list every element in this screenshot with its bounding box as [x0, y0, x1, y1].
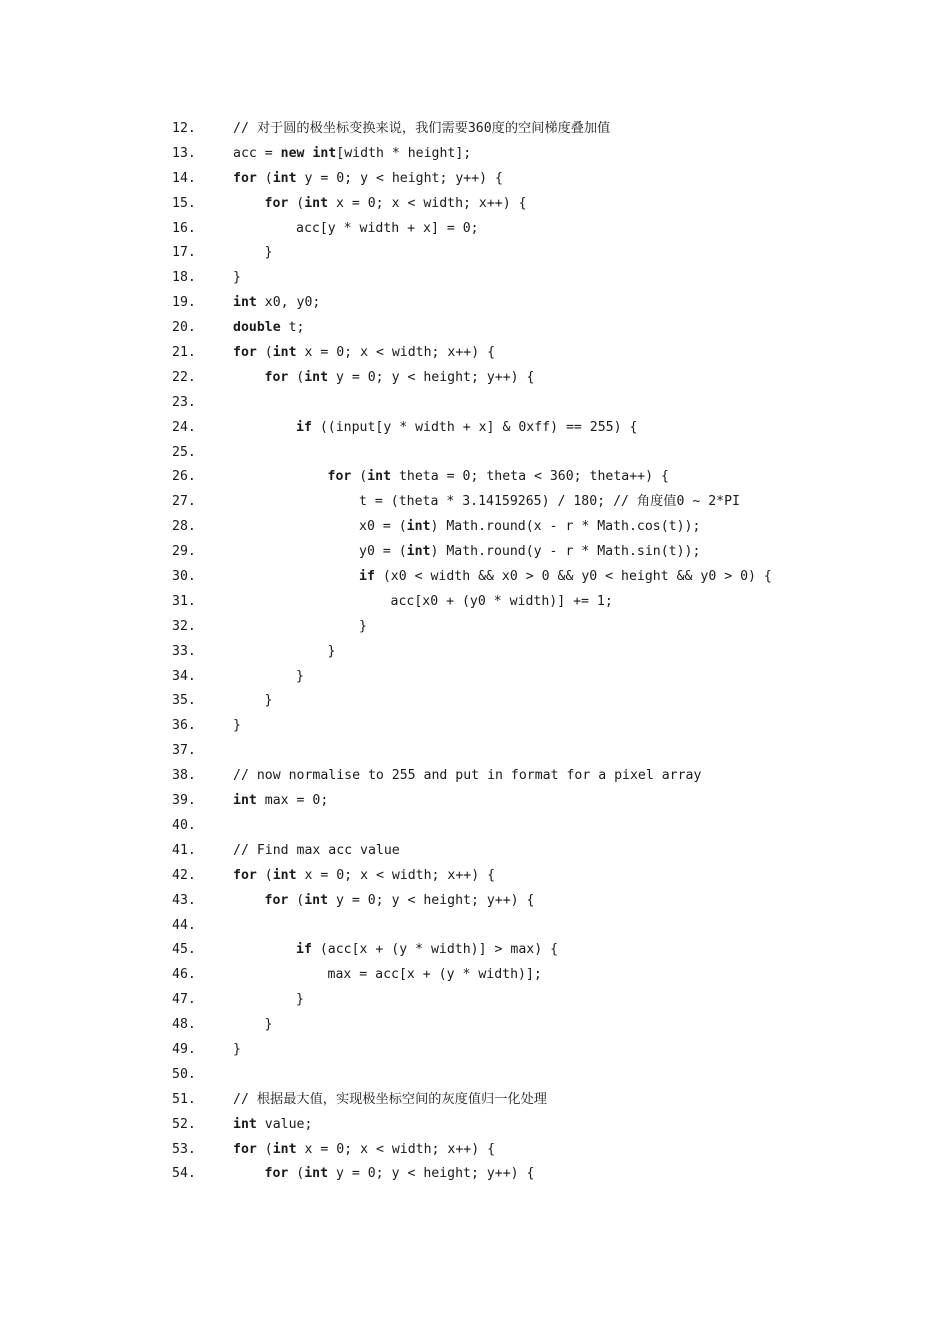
code-token: (	[256, 867, 273, 883]
code-keyword: if	[359, 569, 375, 585]
line-number: 28.	[172, 519, 196, 535]
code-line	[0, 814, 950, 839]
code-token: }	[264, 693, 273, 709]
code-line	[0, 540, 950, 565]
code-token: (	[351, 469, 368, 485]
code-token: ) Math.round(y - r * Math.sin(t));	[430, 544, 701, 560]
code-comment-text: 根据最大值，实现极坐标空间的灰度值归一化处理	[256, 1091, 547, 1107]
line-number: 22.	[172, 369, 196, 385]
code-line	[0, 416, 950, 441]
line-number: 40.	[172, 817, 196, 833]
line-number: 12.	[172, 121, 196, 136]
code-token: t;	[280, 320, 305, 336]
code-line	[0, 465, 950, 490]
code-keyword: int	[312, 145, 337, 161]
code-line	[0, 615, 950, 640]
code-line	[0, 1162, 950, 1187]
code-line	[0, 640, 950, 665]
line-number: 24.	[172, 419, 196, 435]
code-text	[296, 665, 304, 690]
code-text	[328, 465, 669, 490]
code-text	[391, 590, 613, 615]
code-text	[233, 266, 241, 291]
code-line	[0, 665, 950, 690]
code-text	[359, 490, 740, 515]
code-token: 360	[467, 121, 492, 136]
code-keyword: int	[233, 295, 257, 311]
code-text	[265, 366, 535, 391]
code-line	[0, 441, 950, 466]
code-line	[0, 490, 950, 515]
code-token: }	[296, 992, 304, 1008]
line-number: 44.	[172, 917, 196, 933]
code-token: theta = 0; theta < 360; theta++) {	[391, 469, 669, 485]
code-line	[0, 142, 950, 167]
code-token: acc[y * width + x] = 0;	[296, 220, 479, 236]
code-text	[233, 1088, 547, 1113]
code-token: //	[233, 1091, 257, 1107]
code-token: }	[359, 618, 367, 634]
code-line	[0, 241, 950, 266]
code-token: [width * height];	[336, 145, 472, 161]
code-line	[0, 590, 950, 615]
code-token: }	[296, 668, 304, 684]
code-text	[233, 117, 610, 142]
code-text	[359, 540, 700, 565]
code-token: x = 0; x < width; x++) {	[296, 867, 496, 883]
code-line	[0, 1013, 950, 1038]
line-number: 33.	[172, 643, 196, 659]
code-line	[0, 1088, 950, 1113]
code-keyword: new	[280, 145, 305, 161]
code-token: y = 0; y < height; y++) {	[296, 170, 503, 186]
code-keyword: for	[233, 170, 257, 186]
code-text	[359, 615, 367, 640]
code-keyword: for	[264, 1166, 289, 1182]
code-token: y = 0; y < height; y++) {	[328, 1166, 535, 1182]
code-text	[233, 1113, 312, 1138]
code-token: (	[256, 345, 273, 361]
line-number: 49.	[172, 1041, 196, 1057]
code-token: }	[327, 643, 336, 659]
code-comment-text: 度的空间梯度叠加值	[491, 121, 611, 136]
code-text	[265, 1162, 535, 1187]
line-number: 36.	[172, 718, 196, 734]
code-text	[328, 963, 542, 988]
line-number: 38.	[172, 768, 196, 784]
code-token: //	[233, 121, 257, 136]
code-text	[296, 938, 558, 963]
code-token: 0 ~ 2*PI	[676, 494, 740, 510]
code-text	[296, 416, 637, 441]
code-keyword: int	[406, 544, 431, 560]
code-keyword: if	[296, 942, 312, 958]
line-number: 29.	[172, 544, 196, 560]
code-line	[0, 515, 950, 540]
code-line	[0, 565, 950, 590]
line-number: 54.	[172, 1166, 196, 1182]
code-keyword: int	[304, 369, 329, 385]
line-number: 17.	[172, 245, 196, 261]
code-keyword: for	[264, 195, 289, 211]
code-keyword: int	[367, 469, 392, 485]
code-line	[0, 739, 950, 764]
code-token: max = acc[x + (y * width)];	[327, 967, 542, 983]
code-line	[0, 889, 950, 914]
code-token: x = 0; x < width; x++) {	[296, 345, 496, 361]
code-text	[233, 142, 471, 167]
code-keyword: if	[296, 419, 312, 435]
code-keyword: int	[272, 867, 297, 883]
line-number: 52.	[172, 1116, 196, 1132]
code-token: y = 0; y < height; y++) {	[328, 892, 535, 908]
line-number: 30.	[172, 569, 196, 585]
code-text	[265, 192, 527, 217]
code-keyword: int	[272, 345, 297, 361]
code-keyword: for	[264, 892, 289, 908]
code-token: x = 0; x < width; x++) {	[328, 195, 527, 211]
code-line	[0, 117, 950, 142]
code-token: ((input[y * width + x] & 0xff) == 255) {	[311, 419, 638, 435]
code-keyword: double	[233, 320, 281, 336]
code-line	[0, 963, 950, 988]
code-keyword: for	[233, 867, 257, 883]
line-number: 18.	[172, 270, 196, 286]
line-number: 39.	[172, 793, 196, 809]
code-token: value;	[256, 1116, 313, 1132]
code-text	[233, 789, 328, 814]
line-number: 25.	[172, 444, 196, 460]
code-line	[0, 291, 950, 316]
code-text	[328, 640, 336, 665]
code-keyword: for	[233, 345, 257, 361]
line-number: 16.	[172, 220, 196, 236]
code-token: }	[233, 270, 241, 286]
code-token: ) Math.round(x - r * Math.cos(t));	[430, 519, 701, 535]
line-number: 46.	[172, 967, 196, 983]
code-text	[233, 839, 400, 864]
code-line	[0, 839, 950, 864]
code-text	[233, 1138, 495, 1163]
code-text	[233, 864, 495, 889]
code-token: }	[264, 245, 273, 261]
code-line	[0, 167, 950, 192]
code-token: max = 0;	[256, 793, 329, 809]
code-line	[0, 192, 950, 217]
code-text	[233, 341, 495, 366]
line-number: 34.	[172, 668, 196, 684]
code-text	[359, 565, 772, 590]
code-keyword: int	[304, 892, 329, 908]
code-line	[0, 1113, 950, 1138]
code-line	[0, 764, 950, 789]
line-number: 26.	[172, 469, 196, 485]
code-keyword: int	[304, 195, 329, 211]
line-number: 19.	[172, 295, 196, 311]
code-token: (	[288, 1166, 305, 1182]
code-line	[0, 341, 950, 366]
code-line	[0, 316, 950, 341]
code-keyword: int	[272, 170, 297, 186]
code-token: }	[233, 1041, 241, 1057]
code-token: acc[x0 + (y0 * width)] += 1;	[390, 593, 613, 609]
code-text	[265, 889, 535, 914]
code-text	[296, 217, 479, 242]
code-token: (	[256, 1141, 273, 1157]
line-number: 50.	[172, 1066, 196, 1082]
line-number: 43.	[172, 892, 196, 908]
code-text	[233, 1038, 241, 1063]
line-number: 13.	[172, 145, 196, 161]
code-text	[265, 689, 273, 714]
code-keyword: int	[406, 519, 431, 535]
code-line	[0, 938, 950, 963]
code-token: x0, y0;	[256, 295, 321, 311]
line-number: 31.	[172, 593, 196, 609]
code-text	[233, 167, 503, 192]
line-number: 14.	[172, 170, 196, 186]
code-text	[233, 764, 701, 789]
code-text	[265, 241, 273, 266]
line-number: 53.	[172, 1141, 196, 1157]
code-token: y0 = (	[359, 544, 407, 560]
code-line	[0, 714, 950, 739]
code-keyword: int	[233, 793, 257, 809]
line-number: 35.	[172, 693, 196, 709]
line-number: 20.	[172, 320, 196, 336]
code-token: x = 0; x < width; x++) {	[296, 1141, 496, 1157]
code-text	[233, 714, 241, 739]
line-number: 23.	[172, 394, 196, 410]
code-text	[265, 1013, 273, 1038]
code-token: (	[288, 369, 305, 385]
code-line	[0, 1038, 950, 1063]
line-number: 45.	[172, 942, 196, 958]
code-token: (	[256, 170, 273, 186]
line-number: 42.	[172, 867, 196, 883]
code-line	[0, 864, 950, 889]
code-line	[0, 789, 950, 814]
code-token: (	[288, 195, 305, 211]
code-token: // Find max acc value	[233, 842, 400, 858]
code-text	[359, 515, 700, 540]
code-keyword: int	[304, 1166, 329, 1182]
code-token: (	[288, 892, 305, 908]
code-token: t = (theta * 3.14159265) / 180; //	[359, 494, 637, 510]
code-listing	[0, 117, 950, 1187]
line-number: 37.	[172, 743, 196, 759]
code-keyword: int	[233, 1116, 257, 1132]
code-comment-text: 角度值	[636, 494, 677, 510]
line-number: 41.	[172, 842, 196, 858]
code-token: }	[233, 718, 241, 734]
code-line	[0, 217, 950, 242]
code-line	[0, 1138, 950, 1163]
code-text	[233, 291, 320, 316]
code-token: y = 0; y < height; y++) {	[328, 369, 535, 385]
line-number: 51.	[172, 1091, 196, 1107]
code-token: acc =	[233, 145, 281, 161]
line-number: 48.	[172, 1017, 196, 1033]
code-keyword: int	[272, 1141, 297, 1157]
code-line	[0, 689, 950, 714]
line-number: 32.	[172, 618, 196, 634]
code-keyword: for	[327, 469, 352, 485]
code-line	[0, 1063, 950, 1088]
code-keyword: for	[264, 369, 289, 385]
code-line	[0, 988, 950, 1013]
code-token: x0 = (	[359, 519, 407, 535]
line-number: 15.	[172, 195, 196, 211]
code-token: }	[264, 1017, 273, 1033]
code-keyword: for	[233, 1141, 257, 1157]
code-line	[0, 266, 950, 291]
line-number: 47.	[172, 992, 196, 1008]
code-token: // now normalise to 255 and put in format for a pixel array	[233, 768, 702, 784]
line-number: 21.	[172, 345, 196, 361]
line-number: 27.	[172, 494, 196, 510]
code-line	[0, 914, 950, 939]
code-text	[233, 316, 304, 341]
code-comment-text: 对于圆的极坐标变换来说，我们需要	[256, 121, 468, 136]
code-token: (acc[x + (y * width)] > max) {	[311, 942, 559, 958]
code-token: (x0 < width && x0 > 0 && y0 < height && y0 > 0) {	[374, 569, 772, 585]
code-text	[296, 988, 304, 1013]
code-line	[0, 366, 950, 391]
code-line	[0, 391, 950, 416]
